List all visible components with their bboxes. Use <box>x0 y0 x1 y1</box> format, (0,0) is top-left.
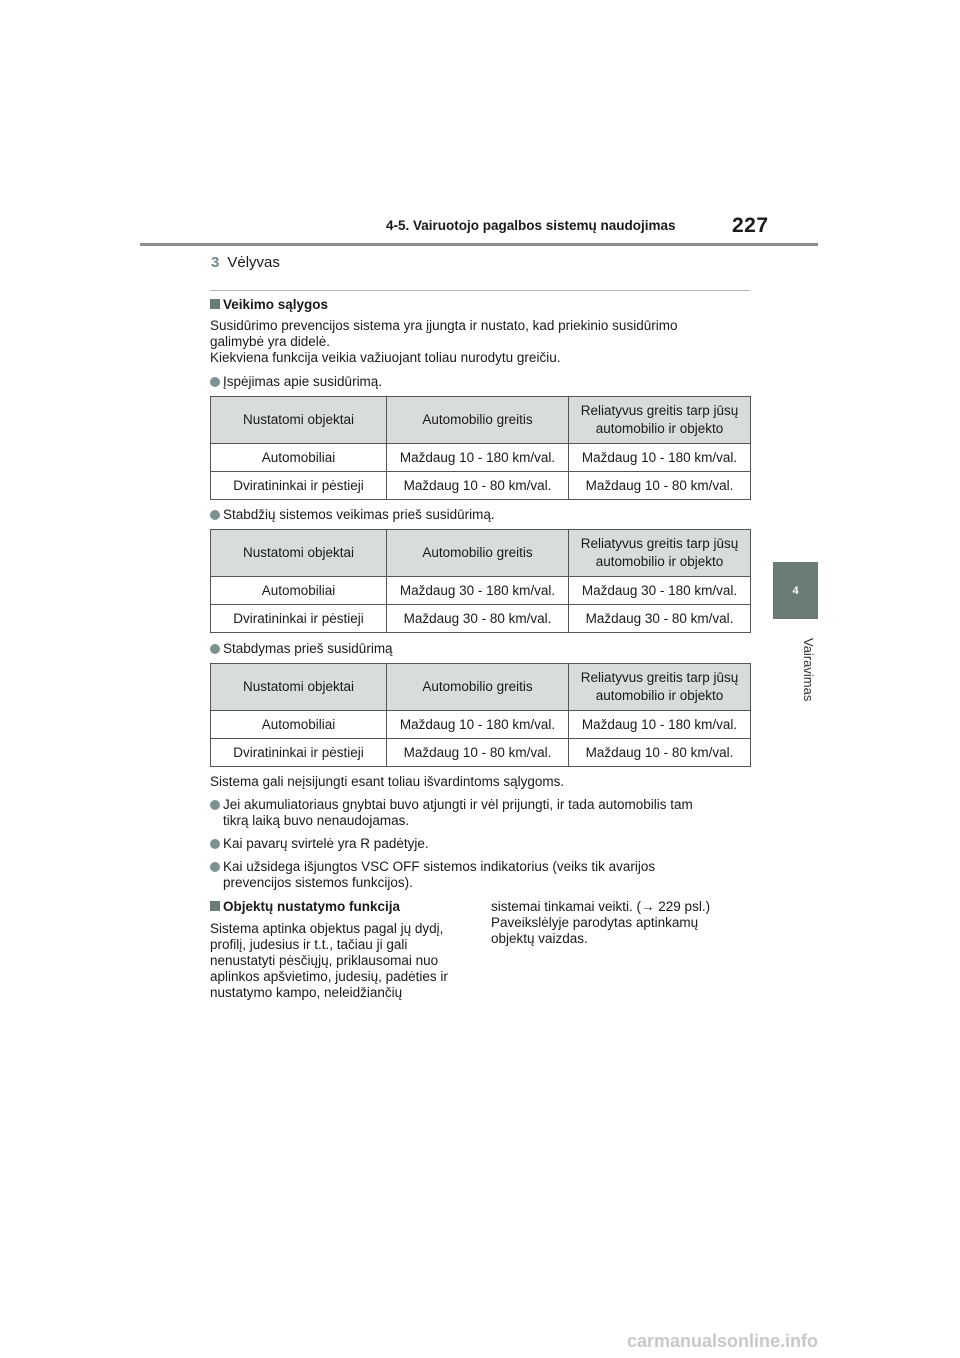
bullet-pre-collision-braking: Stabdymas prieš susidūrimą <box>210 641 393 657</box>
table-row <box>211 739 751 767</box>
table-cell: Maždaug 10 - 180 km/val. <box>569 711 751 739</box>
step-number: 3 <box>211 254 220 271</box>
table-cell: Dviratininkai ir pėstieji <box>211 605 387 633</box>
table-cell: Automobiliai <box>211 711 387 739</box>
chapter-title: 4-5. Vairuotojo pagalbos sistemų naudojimas <box>386 218 676 233</box>
bullet-dot-icon <box>210 377 220 387</box>
object-detection-right-column: sistemai tinkamai veikti. (→ 229 psl.) Paveikslėlyje parodytas aptinkamų objektų vaizdas. <box>491 899 711 946</box>
table-header-cell: Nustatomi objektai <box>211 530 387 577</box>
table-header-row <box>211 664 751 711</box>
section-heading-object-detection: Objektų nustatymo funkcija <box>210 899 400 914</box>
step-item <box>211 254 280 271</box>
table-cell: Dviratininkai ir pėstieji <box>211 739 387 767</box>
table-cell: Maždaug 10 - 80 km/val. <box>569 739 751 767</box>
speed-table-braking <box>210 663 751 767</box>
condition-item: Jei akumuliatoriaus gnybtai buvo atjungti ir vėl prijungti, ir tada automobilis tam tikrą laiką buvo nenaudojamas. <box>210 797 693 829</box>
table-header-cell: Reliatyvus greitis tarp jūsų automobilio ir objekto <box>569 664 751 711</box>
site-watermark: carmanualsonline.info <box>627 1331 819 1351</box>
bullet-dot-icon <box>210 862 220 872</box>
table-cell: Maždaug 30 - 80 km/val. <box>569 605 751 633</box>
condition-item: Kai užsidega išjungtos VSC OFF sistemos indikatorius (veiks tik avarijos prevencijos sistemos funkcijos). <box>210 859 655 891</box>
conditions-intro: Sistema gali neįsijungti esant toliau išvardintoms sąlygoms. <box>210 774 565 789</box>
table-header-row <box>211 530 751 577</box>
bullet-dot-icon <box>210 644 220 654</box>
square-bullet-icon <box>210 901 220 911</box>
bullet-brake-assist: Stabdžių sistemos veikimas prieš susidūrimą. <box>210 507 495 523</box>
table-row <box>211 711 751 739</box>
bullet-collision-warning: Įspėjimas apie susidūrimą. <box>210 374 382 390</box>
chapter-tab-number: 4 <box>792 584 799 597</box>
table-cell: Dviratininkai ir pėstieji <box>211 472 387 500</box>
table-header-cell: Automobilio greitis <box>387 664 569 711</box>
table-cell: Automobiliai <box>211 444 387 472</box>
table-cell: Maždaug 30 - 80 km/val. <box>387 605 569 633</box>
table-cell: Maždaug 10 - 180 km/val. <box>569 444 751 472</box>
table-header-cell: Nustatomi objektai <box>211 664 387 711</box>
table-header-cell: Nustatomi objektai <box>211 397 387 444</box>
section-heading-operating-conditions: Veikimo sąlygos <box>210 297 328 312</box>
table-cell: Maždaug 10 - 180 km/val. <box>387 711 569 739</box>
table-header-cell: Automobilio greitis <box>387 530 569 577</box>
table-cell: Maždaug 10 - 80 km/val. <box>387 739 569 767</box>
chapter-tab <box>773 562 818 619</box>
table-header-row <box>211 397 751 444</box>
table-row <box>211 605 751 633</box>
table-cell: Maždaug 10 - 80 km/val. <box>387 472 569 500</box>
operating-conditions-paragraph: Susidūrimo prevencijos sistema yra įjungta ir nustato, kad priekinio susidūrimo galimybė yra didelė. Kiekviena funkcija veikia važiuojant toliau nurodytu greičiu. <box>210 318 678 365</box>
table-cell: Maždaug 30 - 180 km/val. <box>387 577 569 605</box>
bullet-dot-icon <box>210 800 220 810</box>
step-label: Vėlyvas <box>227 254 280 271</box>
object-detection-left-column: Sistema aptinka objektus pagal jų dydį, profilį, judesius ir t.t., tačiau ji gali nenustatyti pėsčiųjų, priklausomai nuo aplinkos apšvietimo, judesių, padėties ir nustatymo kampo, neleidžiančių <box>210 921 448 1000</box>
table-cell: Maždaug 10 - 180 km/val. <box>387 444 569 472</box>
table-cell: Maždaug 30 - 180 km/val. <box>569 577 751 605</box>
speed-table-warning <box>210 396 751 500</box>
page-number: 227 <box>732 214 769 237</box>
bullet-dot-icon <box>210 839 220 849</box>
header-divider <box>140 243 818 246</box>
bullet-dot-icon <box>210 510 220 520</box>
section-divider <box>210 290 750 291</box>
table-row <box>211 472 751 500</box>
table-header-cell: Reliatyvus greitis tarp jūsų automobilio ir objekto <box>569 397 751 444</box>
table-header-cell: Reliatyvus greitis tarp jūsų automobilio ir objekto <box>569 530 751 577</box>
chapter-tab-label: Vairavimas <box>801 638 816 702</box>
table-row <box>211 444 751 472</box>
table-cell: Automobiliai <box>211 577 387 605</box>
table-header-cell: Automobilio greitis <box>387 397 569 444</box>
table-cell: Maždaug 10 - 80 km/val. <box>569 472 751 500</box>
square-bullet-icon <box>210 299 220 309</box>
speed-table-brake-assist <box>210 529 751 633</box>
condition-item: Kai pavarų svirtelė yra R padėtyje. <box>210 836 429 852</box>
table-row <box>211 577 751 605</box>
